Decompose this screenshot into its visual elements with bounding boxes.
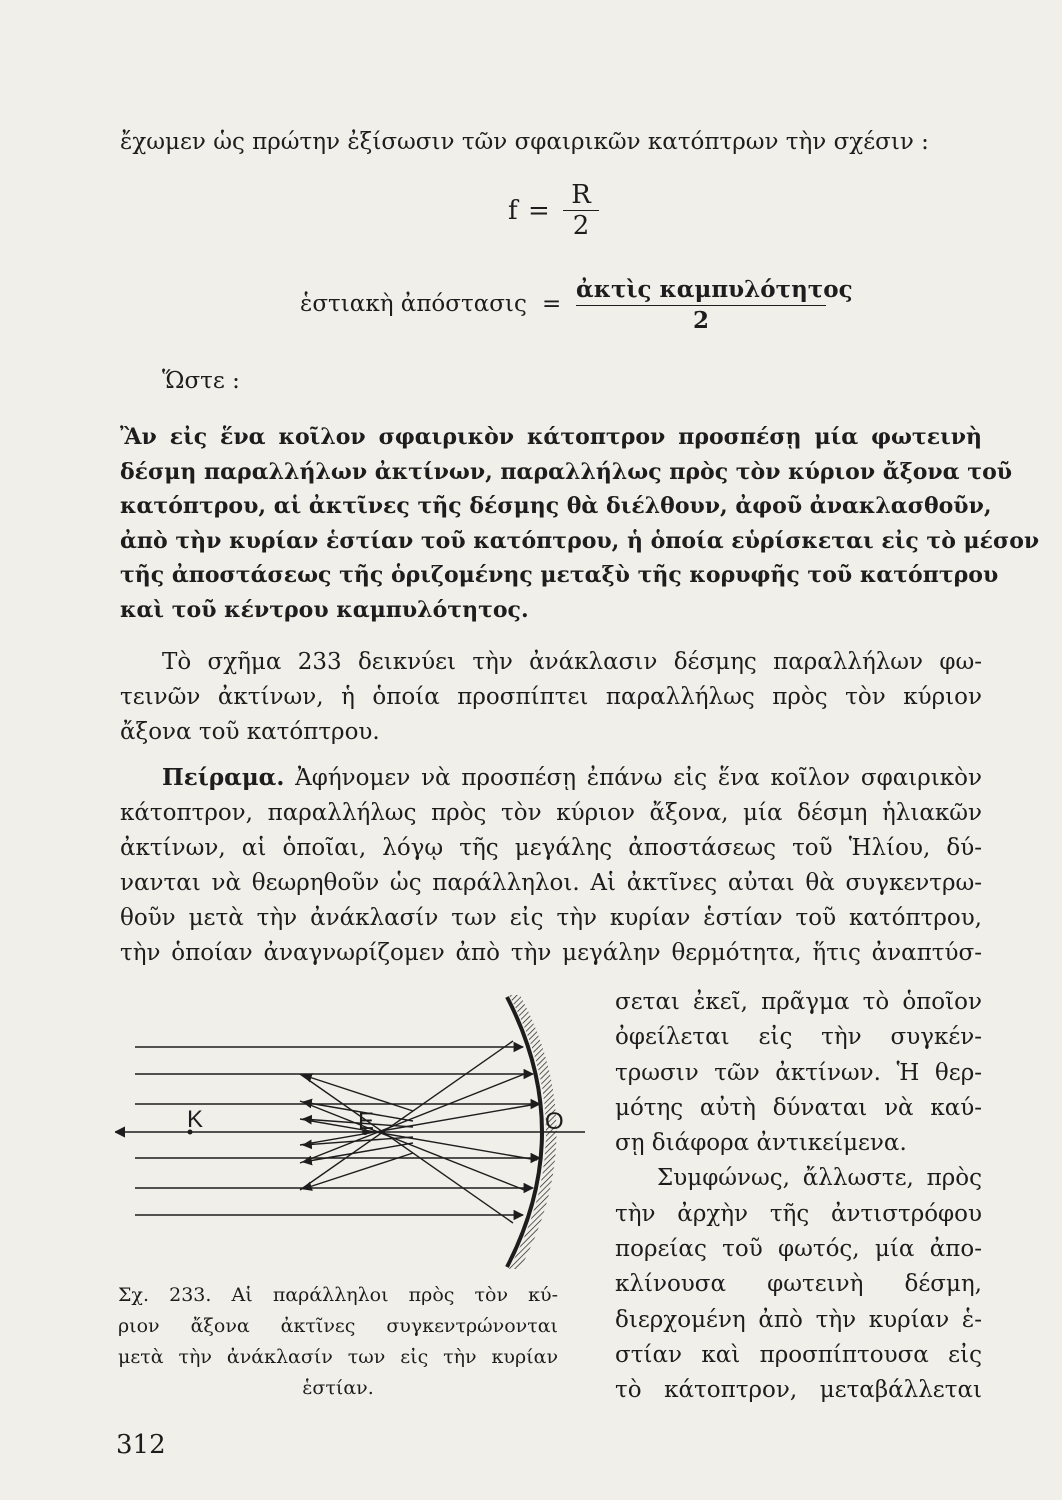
paragraph-line: ἄξονα τοῦ κατόπτρου.: [120, 719, 380, 745]
right-column-line: μότης αὐτὴ δύναται νὰ καύ-: [615, 1094, 982, 1121]
paragraph-line: Τὸ σχῆμα 233 δεικνύει τὴν ἀνάκλασιν δέσμης παραλλήλων φω-: [162, 649, 982, 675]
right-column-line: διερχομένη ἀπὸ τὴν κυρίαν ἑ-: [615, 1306, 982, 1333]
caption-line: Σχ. 233. Αἱ παράλληλοι πρὸς τὸν κύ-: [118, 1284, 558, 1306]
experiment-line: νανται νὰ θεωρηθοῦν ὡς παράλληλοι. Αἱ ἀκτῖνες αὐται θὰ συγκεντρω-: [120, 870, 982, 896]
bold-rule-line: καὶ τοῦ κέντρου καμπυλότητος.: [120, 596, 529, 623]
right-column-line: ὀφείλεται εἰς τὴν συγκέν-: [615, 1024, 982, 1051]
right-column-line: τὴν ἀρχὴν τῆς ἀντιστρόφου: [615, 1200, 982, 1227]
bold-rule-line: δέσμη παραλλήλων ἀκτίνων, παραλλήλως πρὸς τὸν κύριον ἄξονα τοῦ: [120, 458, 1013, 485]
paragraph-line: τεινῶν ἀκτίνων, ἡ ὁποία προσπίπτει παραλλήλως πρὸς τὸν κύριον: [120, 684, 982, 710]
word-formula-denominator: 2: [692, 307, 709, 334]
right-column-line: κλίνουσα φωτεινὴ δέσμη,: [615, 1271, 982, 1298]
caption-line: ἑστίαν.: [302, 1377, 374, 1399]
page-number: 312: [116, 1430, 166, 1460]
caption-line: ριον ἄξονα ἀκτῖνες συγκεντρώνονται: [118, 1315, 558, 1337]
word-formula-numerator: ἀκτὶς καμπυλότητος: [576, 275, 826, 306]
experiment-first-line: [120, 760, 982, 796]
figure-caption: [118, 1280, 558, 1404]
experiment-first-line-text: Ἀφήνομεν νὰ προσπέσῃ ἐπάνω εἰς ἕνα κοῖλον σφαιρικὸν: [295, 765, 982, 791]
right-column-line: τρωσιν τῶν ἀκτίνων. Ἡ θερ-: [615, 1059, 982, 1086]
right-column-line: σῃ διάφορα ἀντικείμενα.: [615, 1130, 907, 1157]
experiment-line: κάτοπτρον, παραλλήλως πρὸς τὸν κύριον ἄξονα, μία δέσμη ἡλιακῶν: [120, 800, 982, 826]
formula-lhs: f: [508, 196, 518, 226]
word-formula-lhs: ἑστιακὴ ἀπόστασις: [300, 291, 527, 317]
intro-line: ἔχωμεν ὡς πρώτην ἐξίσωσιν τῶν σφαιρικῶν κατόπτρων τὴν σχέσιν :: [120, 129, 929, 155]
word-formula-equals: =: [542, 291, 562, 317]
focus-label: E: [358, 1108, 375, 1135]
bold-rule-line: ἀπὸ τὴν κυρίαν ἑστίαν τοῦ κατόπτρου, ἡ ὁποία εὑρίσκεται εἰς τὸ μέσον: [120, 527, 1040, 554]
formula-denominator: 2: [572, 211, 590, 241]
word-formula-fraction: [576, 275, 853, 336]
right-column-line: στίαν καὶ προσπίπτουσα εἰς: [615, 1341, 982, 1368]
experiment-heading: Πείραμα.: [162, 764, 285, 791]
vertex-label: O: [545, 1108, 564, 1135]
formula-fraction: [563, 180, 599, 241]
experiment-line: θοῦν μετὰ τὴν ἀνάκλασίν των εἰς τὴν κυρίαν ἑστίαν τοῦ κατόπτρου,: [120, 905, 982, 931]
bold-rule-line: κατόπτρου, αἱ ἀκτῖνες τῆς δέσμης θὰ διέλθουν, ἀφοῦ ἀνακλασθοῦν,: [120, 493, 992, 519]
right-column-line: τὸ κάτοπτρον, μεταβάλλεται: [615, 1377, 982, 1404]
right-column-line: Συμφώνως, ἄλλωστε, πρὸς: [657, 1165, 982, 1192]
concave-mirror-figure: [115, 995, 585, 1280]
hoste-label: Ὥστε :: [162, 368, 240, 394]
right-column-text: [615, 985, 982, 1409]
bold-rule-paragraph: [120, 420, 1040, 627]
bold-rule-line: τῆς ἀποστάσεως τῆς ὁριζομένης μεταξὺ τῆς κορυφῆς τοῦ κατόπτρου: [120, 562, 999, 588]
formula-numerator: R: [563, 180, 599, 211]
right-column-line: πορείας τοῦ φωτός, μία ἀπο-: [615, 1236, 982, 1263]
experiment-paragraph: [120, 760, 982, 971]
bold-rule-line: Ἂν εἰς ἕνα κοῖλον σφαιρικὸν κάτοπτρον προσπέσῃ μία φωτεινὴ: [120, 424, 982, 450]
center-label: K: [187, 1106, 204, 1133]
right-column-line: σεται ἐκεῖ, πρᾶγμα τὸ ὁποῖον: [615, 989, 982, 1015]
figure-reference-paragraph: [120, 645, 982, 750]
caption-line: μετὰ τὴν ἀνάκλασίν των εἰς τὴν κυρίαν: [118, 1346, 558, 1368]
experiment-line: τὴν ὁποίαν ἀναγνωρίζομεν ἀπὸ τὴν μεγάλην θερμότητα, ἥτις ἀναπτύσ-: [120, 940, 982, 966]
experiment-line: ἀκτίνων, αἱ ὁποῖαι, λόγῳ τῆς μεγάλης ἀποστάσεως τοῦ Ἡλίου, δύ-: [120, 835, 982, 861]
formula-equals: =: [528, 196, 550, 226]
